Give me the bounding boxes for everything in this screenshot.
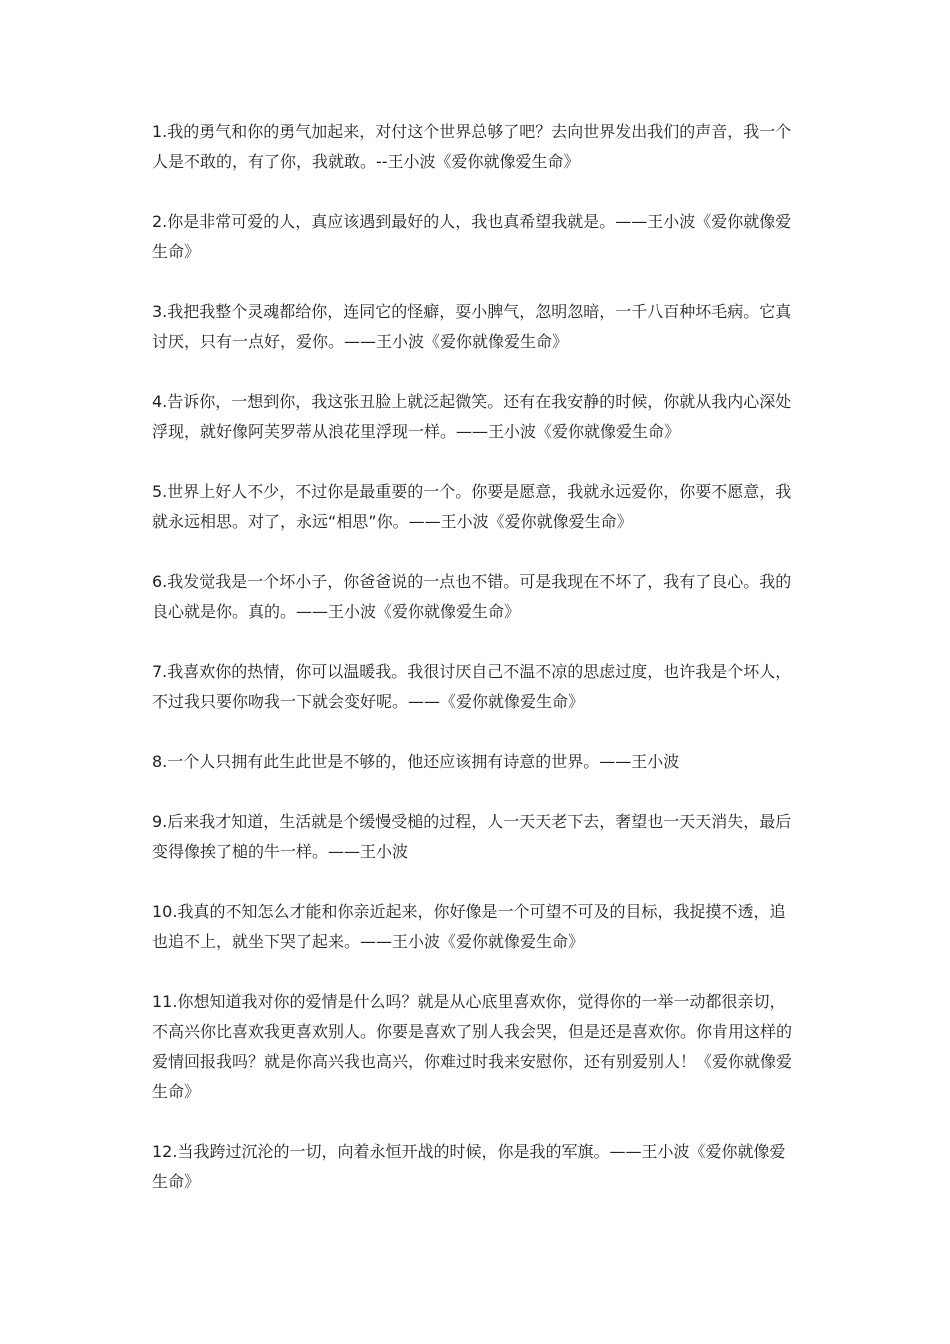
document-page [152, 117, 800, 1227]
quote-paragraph-3: 3.我把我整个灵魂都给你，连同它的怪癖，耍小脾气，忽明忽暗，一千八百种坏毛病。它真讨厌，只有一点好，爱你。——王小波《爱你就像爱生命》 [152, 302, 792, 351]
quote-paragraph-6: 6.我发觉我是一个坏小子，你爸爸说的一点也不错。可是我现在不坏了，我有了良心。我的良心就是你。真的。——王小波《爱你就像爱生命》 [152, 572, 792, 621]
quote-paragraph-9: 9.后来我才知道，生活就是个缓慢受槌的过程，人一天天老下去，奢望也一天天消失，最后变得像挨了槌的牛一样。——王小波 [152, 812, 792, 861]
quote-paragraph-4: 4.告诉你，一想到你，我这张丑脸上就泛起微笑。还有在我安静的时候，你就从我内心深处浮现，就好像阿芙罗蒂从浪花里浮现一样。——王小波《爱你就像爱生命》 [152, 392, 792, 441]
quote-paragraph-12: 12.当我跨过沉沦的一切，向着永恒开战的时候，你是我的军旗。——王小波《爱你就像爱生命》 [152, 1142, 786, 1191]
quote-paragraph-7: 7.我喜欢你的热情，你可以温暖我。我很讨厌自己不温不凉的思虑过度，也许我是个坏人，不过我只要你吻我一下就会变好呢。——《爱你就像爱生命》 [152, 662, 792, 711]
quote-paragraph-8: 8.一个人只拥有此生此世是不够的，他还应该拥有诗意的世界。——王小波 [152, 752, 680, 771]
quote-paragraph-2: 2.你是非常可爱的人，真应该遇到最好的人，我也真希望我就是。——王小波《爱你就像爱生命》 [152, 212, 792, 261]
quote-paragraph-5: 5.世界上好人不少，不过你是最重要的一个。你要是愿意，我就永远爱你，你要不愿意，我就永远相思。对了，永远“相思”你。——王小波《爱你就像爱生命》 [152, 482, 792, 531]
quote-paragraph-10: 10.我真的不知怎么才能和你亲近起来，你好像是一个可望不可及的目标，我捉摸不透，追也追不上，就坐下哭了起来。——王小波《爱你就像爱生命》 [152, 902, 786, 951]
quote-paragraph-1: 1.我的勇气和你的勇气加起来，对付这个世界总够了吧？去向世界发出我们的声音，我一个人是不敢的，有了你，我就敢。--王小波《爱你就像爱生命》 [152, 122, 792, 171]
quote-paragraph-11: 11.你想知道我对你的爱情是什么吗？就是从心底里喜欢你，觉得你的一举一动都很亲切，不高兴你比喜欢我更喜欢别人。你要是喜欢了别人我会哭，但是还是喜欢你。你肯用这样的爱情回报我吗？就是你高兴我也高兴，你难过时我来安慰你，还有别爱别人！《爱你就像爱生命》 [152, 992, 793, 1101]
